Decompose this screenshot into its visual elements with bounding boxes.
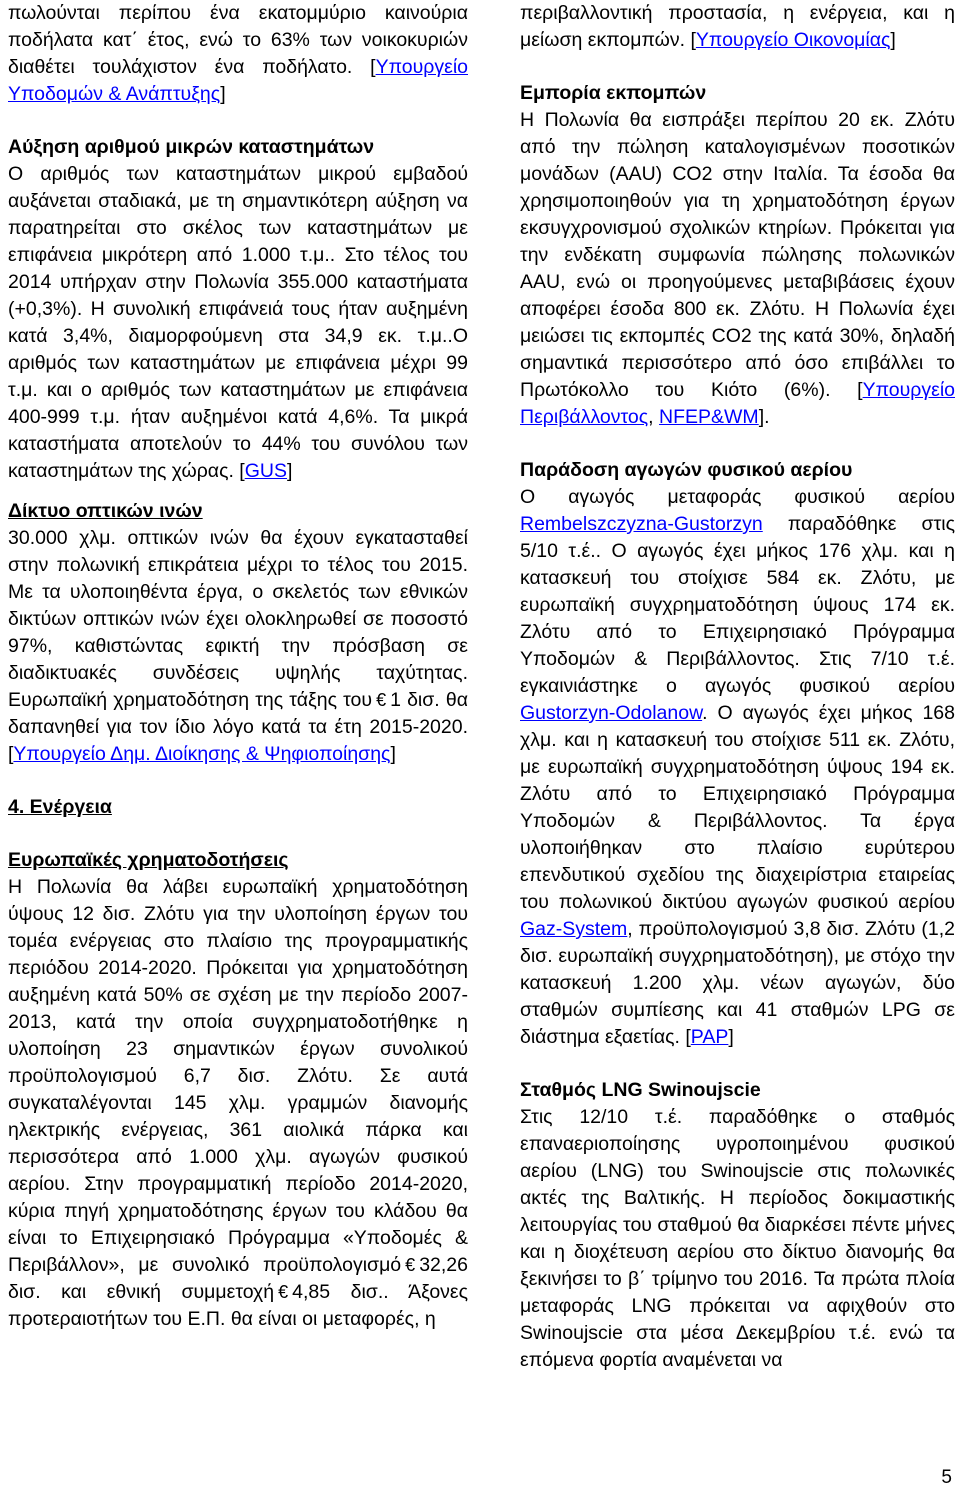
text: 30.000 χλμ. οπτικών ινών θα έχουν εγκατασταθεί στην πολωνική επικράτεια μέχρι το τέλος του 2015. Με τα υλοποιηθέντα έργα, ο σκελετός των εθνικών δικτύων οπτικών ινών έχει ολοκληρωθεί σε ποσοστό 97%, καθιστώντας εφικτή την πρόσβαση σε διαδικτυακές συνδέσεις υψηλής ταχύτητας. Ευρωπαϊκή χρηματοδότηση της τάξης του <box>8 527 468 711</box>
lng-paragraph: Στις 12/10 τ.έ. παραδόθηκε ο σταθμός επαναεριοποίησης υγροποιημένου φυσικού αερίου (LNG) του Swinoujscie στις πολωνικές ακτές της Βαλτικής. Η περίοδος δοκιμαστικής λειτουργίας του σταθμού θα διαρκέσει πέντε μήνες και η διοχέτευση αερίου στο δίκτυο διανομής θα ξεκινήσει το β΄ τρίμηνο του 2016. Τα πρώτα πλοία μεταφοράς LNG πρόκειται να αφιχθούν στο Swinoujscie στα μέσα Δεκεμβρίου τ.έ. ενώ τα επόμενα φορτία αναμένεται να <box>520 1106 955 1371</box>
heading-fiber-network: Δίκτυο οπτικών ινών <box>8 500 203 522</box>
link-gustorzyn-odolanow[interactable]: Gustorzyn-Odolanow <box>520 702 703 724</box>
text: ] <box>890 29 896 51</box>
source-link-ministry-infrastructure[interactable]: Υπουργείο Υποδομών & Ανάπτυξης <box>8 56 468 105</box>
text: Η Πολωνία θα εισπράξει περίπου 20 εκ. Ζλότυ από την πώληση καταλογισμένων ποσοτικών μονάδων (AAU) CO2 στην Ιταλία. Τα έσοδα θα χρησιμοποιηθούν για τη χρηματοδότηση έργων εκσυγχρονισμού σχολικών κτηρίων. Πρόκειται για την ενδέκατη συμφωνία πώλησης πολωνικών AAU, ενώ οι προηγούμενες μεταβιβάσεις έχουν αποφέρει έσοδα 800 εκ. Ζλότυ. Η Πολωνία έχει μειώσει τις εκπομπές CO2 της κατά 30%, δηλαδή σημαντικά περισσότερο από όσο επιβάλλει το Πρωτόκολλο του Κιότο (6%). [ <box>520 109 955 401</box>
text: , προϋπολογισμού 3,8 δισ. Ζλότυ (1,2 δισ. ευρωπαϊκή συγχρηματοδότηση), με στόχο την κατασκευή 1.200 χλμ. νέων αγωγών, δύο σταθμών συμπίεσης και 41 σταθμών LPG σε διάστημα εξαετίας. [ <box>520 918 955 1048</box>
heading-emissions-trading: Εμπορία εκπομπών <box>520 82 707 104</box>
text: περιβαλλοντική προστασία, η ενέργεια, και η μείωση εκπομπών. [ <box>520 2 955 51</box>
euro-icon: € <box>405 1255 416 1275</box>
text: παραδόθηκε στις 5/10 τ.έ.. Ο αγωγός έχει μήκος 176 χλμ. και η κατασκευή του στοίχισε 584 εκ. Ζλότυ, με ευρωπαϊκή συγχρηματοδότηση ύψους 174 εκ. Ζλότυ από το Επιχειρησιακό Πρόγραμμα Υποδομών & Περιβάλλοντος. Στις 7/10 τ.έ. εγκαινιάστηκε ο αγωγός φυσικού αερίου <box>520 513 955 697</box>
small-shops-paragraph <box>8 161 468 485</box>
text: . Ο αγωγός έχει μήκος 168 χλμ. και η κατασκευή του στοίχισε 511 εκ. Ζλότυ, με ευρωπαϊκή συγχρηματοδότηση ύψους 194 εκ. Ζλότυ από το Επιχειρησιακό Πρόγραμμα Υποδομών & Περιβάλλοντος. Τα έργα υλοποιήθηκαν στο πλαίσιο ευρύτερου επενδυτικού σχεδίου της διαχειρίστρια εταιρείας του πολωνικού δικτύου αγωγών φυσικού αερίου <box>520 702 955 913</box>
text: 4,85 δισ.. Άξονες προτεραιοτήτων του Ε.Π. θα είναι οι μεταφορές, η <box>8 1281 469 1330</box>
text: ] <box>390 743 396 765</box>
heading-eu-funding: Ευρωπαϊκές χρηματοδοτήσεις <box>8 849 289 871</box>
link-rembelszczyzna-gustorzyn[interactable]: Rembelszczyzna-Gustorzyn <box>520 513 763 535</box>
source-link-ministry-environment[interactable]: Υπουργείο Περιβάλλοντος <box>520 379 955 428</box>
source-link-nfepwm[interactable]: NFEP&WM <box>659 406 759 428</box>
fiber-paragraph <box>8 525 468 768</box>
continued-paragraph <box>520 0 955 54</box>
text: Ο αριθμός των καταστημάτων μικρού εμβαδού αυξάνεται σταδιακά, με τη σημαντικότερη αύξηση να παρατηρείται στο σκέλος των καταστημάτων με επιφάνεια μικρότερη από 1.000 τ.μ.. Στο τέλος του 2014 υπήρχαν στην Πολωνία 355.000 καταστήματα (+0,3%). Η συνολική επιφάνειά τους ήταν αυξημένη κατά 3,4%, διαμορφούμενη στα 34,9 εκ. τ.μ..Ο αριθμός των καταστημάτων με επιφάνεια μέχρι 99 τ.μ. και ο αριθμός των καταστημάτων με επιφάνεια 400-999 τ.μ. ήταν αυξημένοι κατά 4,6%. Τα μικρά καταστήματα αποτελούν το 44% του συνόλου των καταστημάτων της χώρας. [ <box>8 163 468 482</box>
text: ] <box>728 1026 734 1048</box>
section-title-energy: 4. Ενέργεια <box>8 796 112 818</box>
text: , <box>648 406 660 428</box>
page-number: 5 <box>941 1467 952 1488</box>
euro-icon: € <box>376 690 387 710</box>
text: Ο αγωγός μεταφοράς φυσικού αερίου <box>520 486 955 508</box>
text: ] <box>220 83 226 105</box>
left-column <box>8 0 468 1333</box>
text: Η Πολωνία θα λάβει ευρωπαϊκή χρηματοδότηση ύψους 12 δισ. Ζλότυ για την υλοποίηση έργων του τομέα ενέργειας στο πλαίσιο της προγραμματικής περιόδου 2014-2020. Πρόκειται για χρηματοδότηση αυξημένη κατά 50% σε σχέση με την περίοδο 2007-2013, κατά την οποία συγχρηματοδοτήθηκε η υλοποίηση 23 σημαντικών έργων συνολικού προϋπολογισμού 6,7 δισ. Ζλότυ. Σε αυτά συγκαταλέγονται 145 χλμ. γραμμών διανομής ηλεκτρικής ενέργειας, 361 αιολικά πάρκα και περισσότερα από 1.000 χλμ. αγωγών φυσικού αερίου. Στην προγραμματική περίοδο 2014-2020, κύρια πηγή χρηματοδότησης έργων του κλάδου θα είναι το Επιχειρησιακό Πρόγραμμα «Υποδομές & Περιβάλλον», με συνολικό προϋπολογισμό <box>8 876 468 1276</box>
heading-lng-terminal: Σταθμός LNG Swinoujscie <box>520 1079 761 1101</box>
text: ]. <box>758 406 770 428</box>
source-link-pap[interactable]: PAP <box>690 1026 729 1048</box>
heading-gas-pipelines: Παράδοση αγωγών φυσικού αερίου <box>520 459 853 481</box>
text: πωλούνται περίπου ένα εκατομμύριο καινούρια ποδήλατα κατ΄ έτος, ενώ το 63% των νοικοκυριών διαθέτει τουλάχιστον ένα ποδήλατο. [ <box>8 2 468 78</box>
euro-icon: € <box>278 1282 289 1302</box>
link-gaz-system[interactable]: Gaz-System <box>520 918 628 940</box>
pipelines-paragraph <box>520 484 955 1051</box>
intro-paragraph <box>8 0 468 108</box>
source-link-gus[interactable]: GUS <box>244 460 287 482</box>
right-column <box>520 0 955 1374</box>
text: 32,26 δισ. και εθνική συμμετοχή <box>8 1254 468 1303</box>
text: ] <box>286 460 293 482</box>
source-link-ministry-economy[interactable]: Υπουργείο Οικονομίας <box>695 29 891 51</box>
eu-funding-paragraph <box>8 874 468 1333</box>
heading-small-shops: Αύξηση αριθμού μικρών καταστημάτων <box>8 136 375 158</box>
text: 1 δισ. θα δαπανηθεί για τον ίδιο λόγο κατά τα έτη 2015-2020. [ <box>8 689 468 765</box>
emissions-paragraph <box>520 107 955 431</box>
source-link-ministry-digital[interactable]: Υπουργείο Δημ. Διοίκησης & Ψηφιοποίησης <box>13 743 391 765</box>
